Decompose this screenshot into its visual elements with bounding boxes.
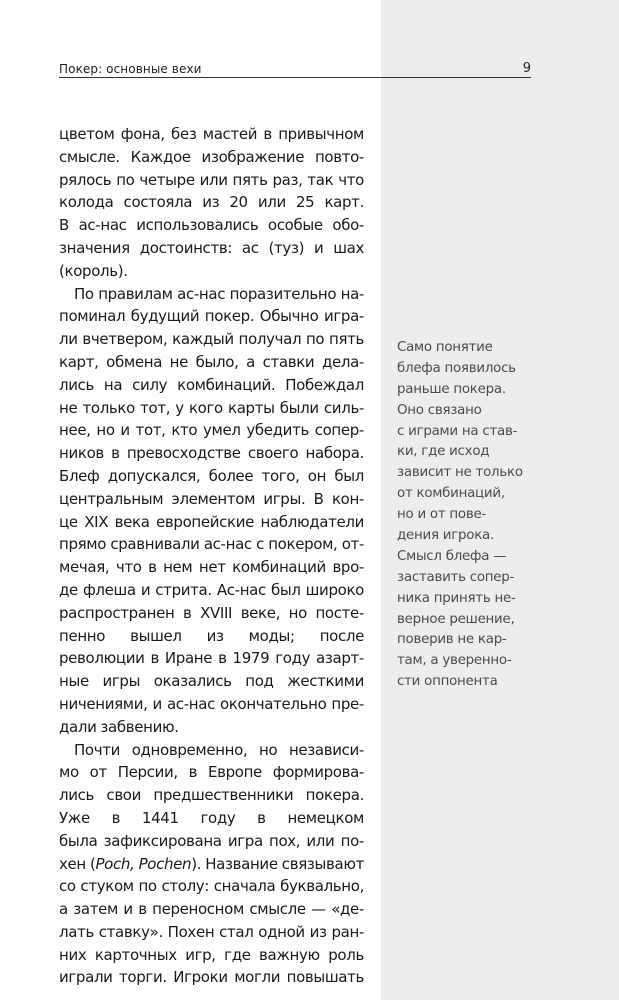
body-line: колода состояла из 20 или 25 карт. xyxy=(59,193,364,212)
body-line: рялось по четыре или пять раз, так что xyxy=(59,170,364,189)
margin-note-line: с играми на став- xyxy=(397,423,518,439)
margin-note-line: но и от пове- xyxy=(397,507,487,523)
body-line: мечая, что в нем нет комбинаций вро- xyxy=(59,558,364,577)
body-line: В ас-нас использовались особые обо- xyxy=(59,216,364,235)
margin-note-line: блефа появилось xyxy=(397,360,516,376)
body-line: (король). xyxy=(59,261,128,280)
margin-note xyxy=(397,338,547,693)
margin-note-line: дения игрока. xyxy=(397,528,494,544)
body-line: была зафиксирована игра пох, или по- xyxy=(59,831,364,850)
running-title: Покер: основные вехи xyxy=(59,62,202,76)
body-line: распространен в XVIII веке, но посте- xyxy=(59,603,364,622)
body-text xyxy=(59,123,364,989)
body-line: ничениями, и ас-нас окончательно пре- xyxy=(59,694,364,713)
body-line: хен (Poch, Pochen). Название связывают xyxy=(59,854,364,873)
body-line: прямо сравнивали ас-нас с покером, от- xyxy=(59,535,364,554)
margin-note-line: Само понятие xyxy=(397,340,493,355)
body-line: карт, обмена не было, а ставки дела- xyxy=(59,352,364,371)
margin-note-line: Смысл блефа — xyxy=(397,548,507,564)
running-header xyxy=(59,60,531,78)
margin-note-line: сти оппонента xyxy=(397,674,498,690)
margin-note-line: ки, где исход xyxy=(397,444,490,460)
body-line: центральным элементом игры. В кон- xyxy=(59,489,364,508)
body-line: це XIX века европейские наблюдатели xyxy=(59,512,364,531)
header-rule xyxy=(59,77,531,78)
page-number: 9 xyxy=(522,61,531,76)
body-line: Блеф допускался, более того, он был xyxy=(59,466,364,485)
body-line: пенно вышел из моды; после xyxy=(59,626,364,645)
body-line: По правилам ас-нас поразительно на- xyxy=(74,284,364,303)
body-line: Уже в 1441 году в немецком xyxy=(59,808,364,827)
body-line: них карточных игр, где важную роль xyxy=(59,945,364,964)
body-line: нее, но и тот, кто умел убедить сопер- xyxy=(59,421,364,440)
body-line: со стуком по столу: сначала буквально, xyxy=(59,877,364,896)
body-line: лать ставку». Похен стал одной из ран- xyxy=(59,922,364,941)
body-line: дали забвению. xyxy=(59,717,179,736)
margin-note-line: ника принять не- xyxy=(397,590,516,606)
margin-note-line: поверив не кар- xyxy=(397,632,507,648)
body-line: не только тот, у кого карты были силь- xyxy=(59,398,364,417)
body-line: а затем и в переносном смысле — «де- xyxy=(59,900,364,919)
margin-note-line: там, а уверенно- xyxy=(397,653,512,669)
body-line: цветом фона, без мастей в привычном xyxy=(59,125,364,143)
body-line: ников в превосходстве своего набора. xyxy=(59,444,364,463)
margin-note-line: от комбинаций, xyxy=(397,486,505,502)
margin-note-line: заставить сопер- xyxy=(397,569,515,585)
body-line: значения достоинств: ас (туз) и шах xyxy=(59,238,364,257)
body-line: мо от Персии, в Европе формирова- xyxy=(59,763,364,782)
body-line: лись свои предшественники покера. xyxy=(59,786,364,805)
body-line: революции в Иране в 1979 году азарт- xyxy=(59,649,364,668)
margin-note-line: Оно связано xyxy=(397,402,482,418)
body-line: ли вчетвером, каждый получал по пять xyxy=(59,330,364,349)
body-line: Почти одновременно, но независи- xyxy=(74,740,364,759)
margin-note-line: верное решение, xyxy=(397,611,515,627)
margin-note-line: раньше покера. xyxy=(397,381,506,397)
body-line: лись на силу комбинаций. Побеждал xyxy=(59,375,364,394)
body-line: де флеша и стрита. Ас-нас был широко xyxy=(59,580,364,599)
body-line: смысле. Каждое изображение повто- xyxy=(59,147,364,166)
body-line: играли торги. Игроки могли повышать xyxy=(59,968,364,987)
italic-term: Poch, Pochen xyxy=(95,854,192,873)
margin-note-line: зависит не только xyxy=(397,465,523,481)
body-line: поминал будущий покер. Обычно игра- xyxy=(59,307,364,326)
body-line: ные игры оказались под жесткими xyxy=(59,672,364,691)
